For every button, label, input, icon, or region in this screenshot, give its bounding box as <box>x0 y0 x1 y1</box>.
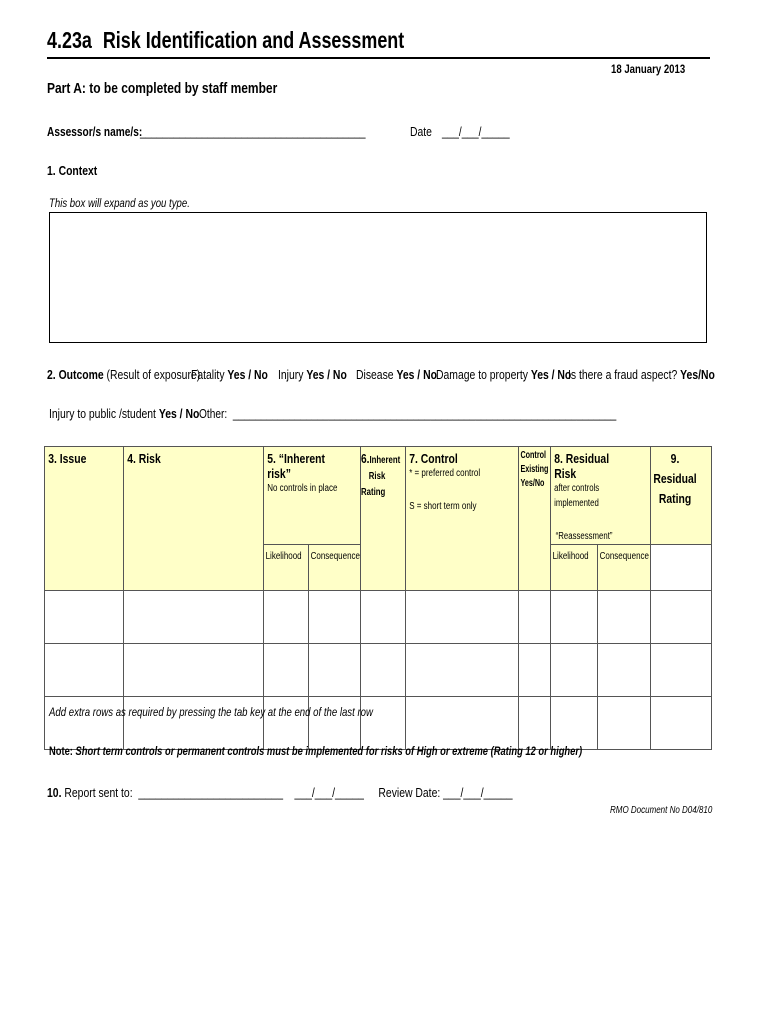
residual-likelihood-cell[interactable] <box>551 591 598 644</box>
residual-rating-cell[interactable] <box>651 697 712 750</box>
residual-consequence-header: Consequence <box>598 545 651 591</box>
risk-column-header: 4. Risk <box>124 447 264 591</box>
residual-rating-header: 9. Residual Rating <box>651 447 712 545</box>
fraud-option[interactable]: Is there a fraud aspect? Yes/No <box>568 367 715 382</box>
issue-cell[interactable] <box>45 591 124 644</box>
title-text: Risk Identification and Assessment <box>102 27 405 53</box>
context-heading: 1. Context <box>47 163 98 178</box>
residual-risk-header: 8. Residual Risk after controls implemented “Reassessment” <box>551 447 651 545</box>
inherent-rating-header: 6.Inherent Risk Rating <box>361 447 406 591</box>
residual-consequence-cell[interactable] <box>598 591 651 644</box>
table-row <box>45 591 712 644</box>
document-date: 18 January 2013 <box>611 62 686 76</box>
review-date-field[interactable]: ___/___/_____ <box>443 785 513 800</box>
title-divider <box>47 57 710 59</box>
page-title <box>47 27 505 54</box>
control-cell[interactable] <box>406 591 519 644</box>
report-date-field[interactable]: ___/___/_____ <box>294 785 364 800</box>
residual-rating-cell[interactable] <box>651 644 712 697</box>
report-recipient-field[interactable]: _________________________ <box>138 785 283 800</box>
residual-consequence-cell[interactable] <box>598 697 651 750</box>
section-number: 4.23a <box>47 27 92 53</box>
report-sent-row: 10. Report sent to: _________________________ ___/___/_____ Review Date: ___/___/_____ <box>47 785 513 800</box>
inherent-likelihood-header: Likelihood <box>264 545 309 591</box>
residual-consequence-cell[interactable] <box>598 644 651 697</box>
inherent-consequence-cell[interactable] <box>309 644 361 697</box>
assessor-label: Assessor/s name/s: <box>47 124 143 139</box>
context-textarea[interactable] <box>49 212 707 343</box>
control-column-header: 7. Control * = preferred control S = short term only <box>406 447 519 591</box>
control-existing-header: Control Existing Yes/No <box>519 447 551 591</box>
control-existing-cell[interactable] <box>519 591 551 644</box>
issue-column-header: 3. Issue <box>45 447 124 591</box>
assessor-name-field[interactable]: ________________________________________ <box>140 124 366 139</box>
residual-rating-cell[interactable] <box>651 545 712 591</box>
inherent-likelihood-cell[interactable] <box>264 644 309 697</box>
outcome-label: 2. Outcome (Result of exposure) <box>47 367 201 382</box>
document-number: RMO Document No D04/810 <box>610 805 713 816</box>
property-damage-option[interactable]: Damage to property Yes / No <box>436 367 572 382</box>
injury-option[interactable]: Injury Yes / No <box>278 367 347 382</box>
date-field[interactable]: ___/___/_____ <box>442 124 510 139</box>
part-a-heading: Part A: to be completed by staff member <box>47 80 278 97</box>
public-injury-option[interactable]: Injury to public /student Yes / No <box>49 406 200 421</box>
context-hint: This box will expand as you type. <box>49 196 190 210</box>
controls-note: Note: Short term controls or permanent controls must be implemented for risks of High or extreme (Rating 12 or higher) <box>49 744 583 758</box>
inherent-consequence-cell[interactable] <box>309 591 361 644</box>
inherent-risk-header: 5. “Inherent risk” No controls in place <box>264 447 361 545</box>
issue-cell[interactable] <box>45 644 124 697</box>
inherent-likelihood-cell[interactable] <box>264 591 309 644</box>
table-note: Add extra rows as required by pressing the tab key at the end of the last row <box>49 705 373 719</box>
inherent-rating-cell[interactable] <box>361 644 406 697</box>
disease-option[interactable]: Disease Yes / No <box>356 367 437 382</box>
control-existing-cell[interactable] <box>519 644 551 697</box>
table-row <box>45 644 712 697</box>
control-cell[interactable] <box>406 644 519 697</box>
inherent-consequence-header: Consequence <box>309 545 361 591</box>
fatality-option[interactable]: Fatality Yes / No <box>191 367 268 382</box>
risk-cell[interactable] <box>124 591 264 644</box>
date-label: Date <box>410 124 432 139</box>
inherent-rating-cell[interactable] <box>361 591 406 644</box>
residual-likelihood-cell[interactable] <box>551 697 598 750</box>
other-outcome-field[interactable]: Other: ____________________________________________________________________ <box>199 406 617 421</box>
residual-rating-cell[interactable] <box>651 591 712 644</box>
residual-likelihood-header: Likelihood <box>551 545 598 591</box>
residual-likelihood-cell[interactable] <box>551 644 598 697</box>
risk-cell[interactable] <box>124 644 264 697</box>
control-existing-cell[interactable] <box>519 697 551 750</box>
